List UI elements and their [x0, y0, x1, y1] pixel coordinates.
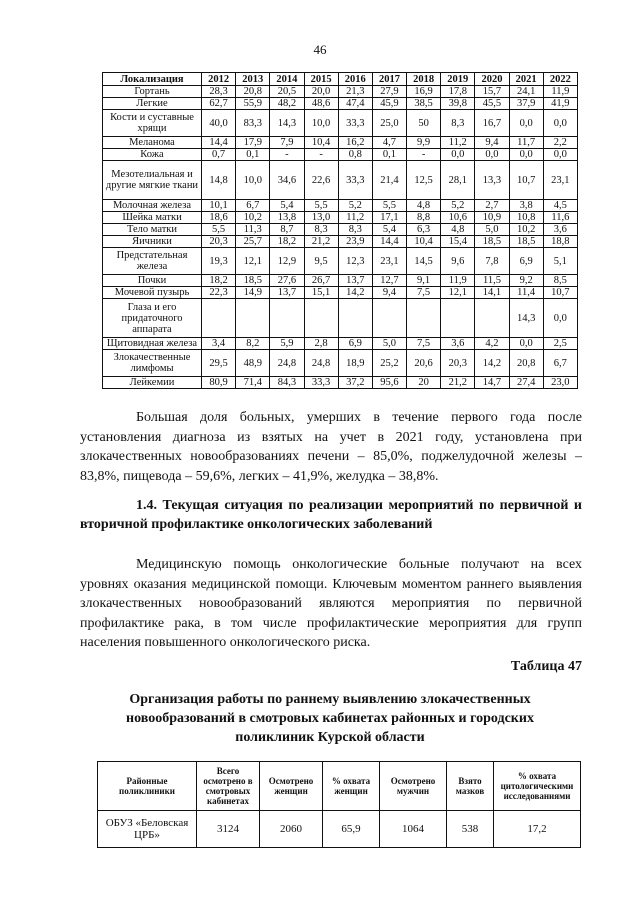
table-cell: - — [304, 149, 338, 161]
table-cell: 0,0 — [475, 149, 509, 161]
table-cell: 5,5 — [202, 224, 236, 236]
table-cell: 3,6 — [441, 338, 475, 350]
column-header: Всего осмотрено в смотровых кабинетах — [197, 762, 260, 811]
table-cell: 9,1 — [407, 275, 441, 287]
table-cell: 18,8 — [543, 236, 577, 248]
column-header: 2015 — [304, 73, 338, 86]
table-cell: 0,0 — [509, 338, 543, 350]
table-cell: 5,5 — [304, 200, 338, 212]
table-cell: 0,8 — [338, 149, 372, 161]
table-cell: 39,8 — [441, 98, 475, 110]
table-cell: 11,7 — [509, 137, 543, 149]
table-cell: 50 — [407, 110, 441, 137]
table-cell: 37,9 — [509, 98, 543, 110]
table-cell: 13,7 — [270, 287, 304, 299]
table-cell: 18,5 — [236, 275, 270, 287]
table-cell: 28,1 — [441, 161, 475, 200]
table-cell: 10,7 — [509, 161, 543, 200]
table-cell: 21,4 — [372, 161, 406, 200]
table-cell: 27,4 — [509, 377, 543, 389]
column-header: 2018 — [407, 73, 441, 86]
table-cell: 26,7 — [304, 275, 338, 287]
table-cell: 19,3 — [202, 248, 236, 275]
table-cell: 4,2 — [475, 338, 509, 350]
table-cell: 2,2 — [543, 137, 577, 149]
table-cell: 0,1 — [372, 149, 406, 161]
table-cell: 11,2 — [338, 212, 372, 224]
table-cell: 23,9 — [338, 236, 372, 248]
table-cell: 45,5 — [475, 98, 509, 110]
table-cell: ОБУЗ «Беловская ЦРБ» — [98, 811, 197, 848]
table-cell: 11,9 — [543, 86, 577, 98]
table-cell: 14,8 — [202, 161, 236, 200]
table-cell: 8,3 — [338, 224, 372, 236]
table-cell: 14,1 — [475, 287, 509, 299]
column-header: % охвата цитологическими исследованиями — [494, 762, 581, 811]
table-cell: 95,6 — [372, 377, 406, 389]
table-row — [103, 98, 578, 110]
table-cell: 8,7 — [270, 224, 304, 236]
table-title: Организация работы по раннему выявлению злокачественных новообразований в смотровых кабинетах районных и городских поликлиник Курской области — [126, 692, 534, 745]
table-cell: 5,1 — [543, 248, 577, 275]
table-cell: 17,9 — [236, 137, 270, 149]
table-cell: 14,3 — [509, 299, 543, 338]
table-cell: 8,2 — [236, 338, 270, 350]
table-cell: 10,0 — [236, 161, 270, 200]
row-label: Тело матки — [103, 224, 202, 236]
table-cell: 17,1 — [372, 212, 406, 224]
table-cell: 33,3 — [304, 377, 338, 389]
table-cell: 21,2 — [304, 236, 338, 248]
table-cell: 6,7 — [236, 200, 270, 212]
table-cell: 25,0 — [372, 110, 406, 137]
mortality-table — [102, 72, 578, 389]
table-cell: 6,7 — [543, 350, 577, 377]
table-cell — [475, 299, 509, 338]
screening-table — [97, 761, 581, 848]
table-cell: 71,4 — [236, 377, 270, 389]
table-cell: 23,1 — [543, 161, 577, 200]
table-cell: 41,9 — [543, 98, 577, 110]
table-cell: 10,4 — [304, 137, 338, 149]
table-cell: 5,9 — [270, 338, 304, 350]
table-cell: 24,8 — [304, 350, 338, 377]
row-label: Шейка матки — [103, 212, 202, 224]
table-cell: 21,3 — [338, 86, 372, 98]
table-cell: 38,5 — [407, 98, 441, 110]
table-cell: 29,5 — [202, 350, 236, 377]
table-cell: 2060 — [260, 811, 323, 848]
table-cell: 10,8 — [509, 212, 543, 224]
table-cell: 2,7 — [475, 200, 509, 212]
table-cell: 21,2 — [441, 377, 475, 389]
table-cell: 45,9 — [372, 98, 406, 110]
table-row — [103, 212, 578, 224]
table-cell: - — [407, 149, 441, 161]
table-cell: 15,4 — [441, 236, 475, 248]
table-cell: 0,0 — [543, 110, 577, 137]
table-cell: 0,0 — [509, 149, 543, 161]
table-row — [103, 137, 578, 149]
table-cell: 20 — [407, 377, 441, 389]
table-cell — [202, 299, 236, 338]
paragraph-text: Большая доля больных, умерших в течение первого года после установления диагноза из взятых на учет в 2021 году, установлена при злокачественных новообразованиях печени – 85,0%, поджелудочной железы – 83,8%, пищевода – 59,6%, легких – 41,9%, желудка – 38,8%. — [80, 410, 582, 484]
table-row — [103, 338, 578, 350]
table-cell: 28,3 — [202, 86, 236, 98]
table-cell: 0,0 — [509, 110, 543, 137]
table-cell — [407, 299, 441, 338]
row-label: Глаза и его придаточного аппарата — [103, 299, 202, 338]
table-cell: 40,0 — [202, 110, 236, 137]
row-label: Злокачественные лимфомы — [103, 350, 202, 377]
table-cell: 14,4 — [202, 137, 236, 149]
table-cell: - — [270, 149, 304, 161]
table-cell: 17,2 — [494, 811, 581, 848]
table-cell: 24,1 — [509, 86, 543, 98]
table-cell: 10,0 — [304, 110, 338, 137]
paragraph-text: Медицинскую помощь онкологические больные получают на всех уровнях оказания медицинской помощи. Ключевым моментом раннего выявления злокачественных новообразований являются мероприятия по первичной профилактике рака, в том числе профилактические мероприятия для групп населения повышенного онкологического риска. — [80, 557, 582, 650]
table-cell: 0,0 — [543, 299, 577, 338]
column-header: % охвата женщин — [323, 762, 380, 811]
table-cell: 3,4 — [202, 338, 236, 350]
table-cell: 18,5 — [509, 236, 543, 248]
table-cell: 18,5 — [475, 236, 509, 248]
table-cell: 14,3 — [270, 110, 304, 137]
table-cell: 8,5 — [543, 275, 577, 287]
table-cell: 25,7 — [236, 236, 270, 248]
table-cell: 14,4 — [372, 236, 406, 248]
table-cell: 14,7 — [475, 377, 509, 389]
table-cell: 20,8 — [236, 86, 270, 98]
row-label: Гортань — [103, 86, 202, 98]
table-cell: 3124 — [197, 811, 260, 848]
table-cell: 14,2 — [475, 350, 509, 377]
table-cell: 7,5 — [407, 287, 441, 299]
row-label: Кожа — [103, 149, 202, 161]
table-cell: 27,9 — [372, 86, 406, 98]
table-cell: 6,3 — [407, 224, 441, 236]
table-cell: 2,5 — [543, 338, 577, 350]
table-row — [103, 287, 578, 299]
table-cell: 20,5 — [270, 86, 304, 98]
table-cell: 9,9 — [407, 137, 441, 149]
table-cell: 20,0 — [304, 86, 338, 98]
table-cell: 13,7 — [338, 275, 372, 287]
table-cell: 4,8 — [407, 200, 441, 212]
table-cell — [441, 299, 475, 338]
table-cell: 9,4 — [475, 137, 509, 149]
column-header: 2021 — [509, 73, 543, 86]
table-cell: 18,2 — [270, 236, 304, 248]
table-cell: 7,9 — [270, 137, 304, 149]
table-cell: 84,3 — [270, 377, 304, 389]
table-cell: 20,3 — [202, 236, 236, 248]
row-label: Мезотелиальная и другие мягкие ткани — [103, 161, 202, 200]
column-header: Взято мазков — [447, 762, 494, 811]
table-row — [103, 299, 578, 338]
table-cell: 4,8 — [441, 224, 475, 236]
table-row — [103, 149, 578, 161]
table-cell: 10,9 — [475, 212, 509, 224]
table-cell: 13,3 — [475, 161, 509, 200]
table-cell: 3,8 — [509, 200, 543, 212]
table-cell: 25,2 — [372, 350, 406, 377]
table-cell: 9,4 — [372, 287, 406, 299]
table-cell: 10,1 — [202, 200, 236, 212]
column-header: Осмотрено женщин — [260, 762, 323, 811]
table-cell: 48,6 — [304, 98, 338, 110]
table-cell: 5,0 — [372, 338, 406, 350]
table-cell: 14,9 — [236, 287, 270, 299]
table-cell: 9,2 — [509, 275, 543, 287]
table-row — [103, 236, 578, 248]
table-cell: 13,0 — [304, 212, 338, 224]
table-cell: 0,0 — [543, 149, 577, 161]
table-cell: 0,0 — [441, 149, 475, 161]
table-cell: 20,3 — [441, 350, 475, 377]
table-cell: 23,0 — [543, 377, 577, 389]
table-cell — [304, 299, 338, 338]
table-cell: 8,3 — [304, 224, 338, 236]
table-cell: 7,5 — [407, 338, 441, 350]
table-cell: 33,3 — [338, 161, 372, 200]
row-label: Яичники — [103, 236, 202, 248]
page-number: 46 — [313, 42, 327, 57]
table-cell: 5,5 — [372, 200, 406, 212]
column-header: 2013 — [236, 73, 270, 86]
table-cell: 17,8 — [441, 86, 475, 98]
table-cell: 12,1 — [441, 287, 475, 299]
table-cell: 48,2 — [270, 98, 304, 110]
table-cell: 3,6 — [543, 224, 577, 236]
table-cell: 7,8 — [475, 248, 509, 275]
table-row — [103, 161, 578, 200]
table-cell: 11,2 — [441, 137, 475, 149]
table-cell: 10,6 — [441, 212, 475, 224]
table-cell: 15,1 — [304, 287, 338, 299]
table-cell: 20,6 — [407, 350, 441, 377]
row-label: Кости и суставные хрящи — [103, 110, 202, 137]
table-cell: 5,4 — [372, 224, 406, 236]
table-cell: 16,9 — [407, 86, 441, 98]
column-header: 2020 — [475, 73, 509, 86]
table-cell: 62,7 — [202, 98, 236, 110]
table-cell: 22,6 — [304, 161, 338, 200]
table-cell: 11,6 — [543, 212, 577, 224]
table-cell: 4,5 — [543, 200, 577, 212]
table-cell: 10,2 — [509, 224, 543, 236]
table-cell: 5,2 — [338, 200, 372, 212]
table-cell: 4,7 — [372, 137, 406, 149]
table-cell: 12,5 — [407, 161, 441, 200]
row-label: Почки — [103, 275, 202, 287]
table-cell: 9,6 — [441, 248, 475, 275]
table-cell: 27,6 — [270, 275, 304, 287]
table-cell: 18,2 — [202, 275, 236, 287]
table-cell: 8,8 — [407, 212, 441, 224]
table-cell: 12,1 — [236, 248, 270, 275]
row-label: Мочевой пузырь — [103, 287, 202, 299]
table-cell: 11,5 — [475, 275, 509, 287]
column-header: 2016 — [338, 73, 372, 86]
row-label: Меланома — [103, 137, 202, 149]
table-cell — [236, 299, 270, 338]
table-number-label: Таблица 47 — [510, 659, 582, 674]
table-cell: 12,9 — [270, 248, 304, 275]
table-cell: 538 — [447, 811, 494, 848]
table-cell: 11,9 — [441, 275, 475, 287]
table-header-row — [98, 762, 581, 811]
table-cell: 15,7 — [475, 86, 509, 98]
table-cell: 18,9 — [338, 350, 372, 377]
row-label: Лейкемии — [103, 377, 202, 389]
table-cell: 16,2 — [338, 137, 372, 149]
table-cell: 13,8 — [270, 212, 304, 224]
table-cell: 22,3 — [202, 287, 236, 299]
table-cell — [338, 299, 372, 338]
table-cell: 5,4 — [270, 200, 304, 212]
table-cell: 47,4 — [338, 98, 372, 110]
table-cell — [372, 299, 406, 338]
table-cell: 5,2 — [441, 200, 475, 212]
table-header-row — [103, 73, 578, 86]
table-cell: 0,7 — [202, 149, 236, 161]
table-cell: 9,5 — [304, 248, 338, 275]
table-cell — [270, 299, 304, 338]
table-cell: 6,9 — [338, 338, 372, 350]
column-header: 2022 — [543, 73, 577, 86]
table-cell: 10,7 — [543, 287, 577, 299]
section-heading-text: 1.4. Текущая ситуация по реализации мероприятий по первичной и вторичной профилактике онкологических заболеваний — [80, 498, 582, 532]
table-cell: 55,9 — [236, 98, 270, 110]
table-row — [103, 110, 578, 137]
row-label: Легкие — [103, 98, 202, 110]
table-cell: 2,8 — [304, 338, 338, 350]
table-cell: 34,6 — [270, 161, 304, 200]
paragraph-mortality-first-year — [80, 408, 582, 486]
table-cell: 10,2 — [236, 212, 270, 224]
table-cell: 12,3 — [338, 248, 372, 275]
row-label: Молочная железа — [103, 200, 202, 212]
table-cell: 16,7 — [475, 110, 509, 137]
table-cell: 37,2 — [338, 377, 372, 389]
table-cell: 18,6 — [202, 212, 236, 224]
table-row — [103, 224, 578, 236]
section-heading — [80, 496, 582, 534]
table-row — [103, 86, 578, 98]
column-header: 2017 — [372, 73, 406, 86]
paragraph-prevention — [80, 555, 582, 653]
table-cell: 0,1 — [236, 149, 270, 161]
table-cell: 11,4 — [509, 287, 543, 299]
table-row — [103, 350, 578, 377]
table-cell: 65,9 — [323, 811, 380, 848]
table-cell: 14,5 — [407, 248, 441, 275]
row-label: Предстательная железа — [103, 248, 202, 275]
column-header: Локализация — [103, 73, 202, 86]
table-cell: 6,9 — [509, 248, 543, 275]
table-row — [103, 275, 578, 287]
table-cell: 5,0 — [475, 224, 509, 236]
column-header: 2019 — [441, 73, 475, 86]
table-cell: 80,9 — [202, 377, 236, 389]
table-cell: 20,8 — [509, 350, 543, 377]
table-cell: 48,9 — [236, 350, 270, 377]
table-cell: 14,2 — [338, 287, 372, 299]
table-cell: 83,3 — [236, 110, 270, 137]
column-header: 2014 — [270, 73, 304, 86]
table-cell: 10,4 — [407, 236, 441, 248]
table-row — [103, 377, 578, 389]
table-cell: 11,3 — [236, 224, 270, 236]
table-cell: 12,7 — [372, 275, 406, 287]
table-row — [103, 200, 578, 212]
table-cell: 23,1 — [372, 248, 406, 275]
table-cell: 24,8 — [270, 350, 304, 377]
column-header: Районные поликлиники — [98, 762, 197, 811]
column-header: Осмотрено мужчин — [380, 762, 447, 811]
table-cell: 8,3 — [441, 110, 475, 137]
column-header: 2012 — [202, 73, 236, 86]
table-cell: 1064 — [380, 811, 447, 848]
row-label: Щитовидная железа — [103, 338, 202, 350]
table-row — [98, 811, 581, 848]
table-row — [103, 248, 578, 275]
table-cell: 33,3 — [338, 110, 372, 137]
